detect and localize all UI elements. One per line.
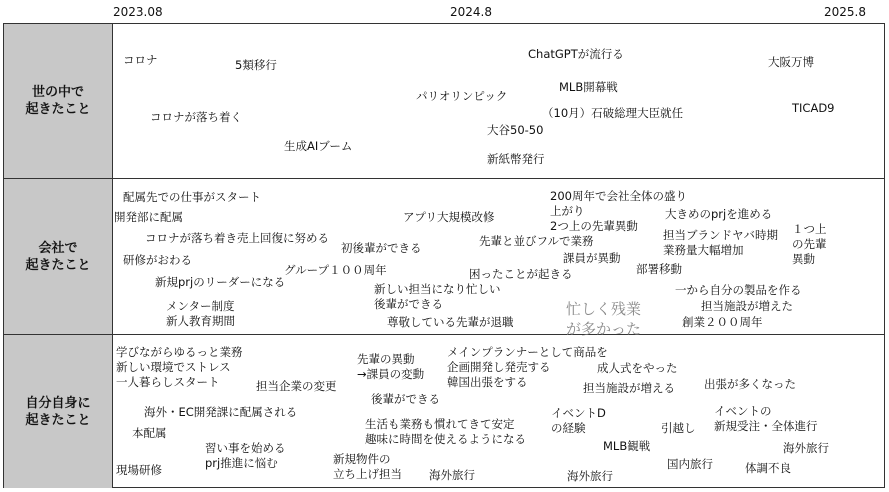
company-event: 200周年で会社全体の盛り 上がり [550, 189, 687, 218]
company-event: 新規prjのリーダーになる [155, 275, 286, 289]
timeline-mid-label: 2024.8 [450, 5, 492, 19]
timeline-start-label: 2023.08 [113, 5, 163, 19]
timeline-grid [3, 23, 885, 488]
company-event: 担当ブランドヤバ時期 業務量大幅増加 [663, 228, 778, 257]
row-header-world-label: 世の中で 起きたこと [25, 85, 91, 117]
self-event: 体調不良 [745, 461, 791, 475]
company-event: コロナが落ち着き売上回復に努める [145, 231, 329, 245]
self-event: 成人式をやった [597, 361, 678, 375]
self-event: 海外旅行 [429, 468, 475, 482]
company-event: 初後輩ができる [341, 241, 422, 255]
company-event: 研修がおわる [123, 253, 192, 267]
company-event: 部署移動 [636, 262, 682, 276]
self-event: 本配属 [132, 426, 167, 440]
self-event: イベントの 新規受注・全体進行 [714, 404, 818, 433]
row-divider [4, 334, 884, 335]
company-event: 2つ上の先輩異動 [550, 219, 638, 233]
row-divider [4, 178, 884, 179]
company-event-highlight: 忙しく残業 が多かった [566, 300, 642, 338]
company-event: 大きめのprjを進める [665, 207, 773, 221]
world-event: 新紙幣発行 [487, 152, 545, 166]
self-event: 担当企業の変更 [256, 379, 337, 393]
self-event: 後輩ができる [371, 392, 440, 406]
company-event: メンター制度 新人教育期間 [166, 299, 235, 328]
self-event: 先輩の異動 →課員の変動 [357, 352, 425, 381]
row-header-world [4, 24, 112, 178]
company-event: １つ上 の先輩 異動 [792, 222, 827, 266]
company-event: アプリ大規模改修 [403, 210, 495, 224]
company-event: 課員が異動 [563, 251, 621, 265]
self-event: 担当施設が増える [583, 381, 675, 395]
row-header-self-label: 自分自身に 起きたこと [25, 395, 91, 428]
world-event: コロナが落ち着く [150, 110, 242, 124]
self-event: 引越し [661, 421, 696, 435]
company-event: 担当施設が増えた [701, 299, 793, 313]
self-event: 新規物件の 立ち上げ担当 [333, 452, 402, 481]
world-event: MLB開幕戦 [559, 80, 618, 94]
world-event: 5類移行 [235, 58, 277, 72]
world-event: TICAD9 [792, 101, 835, 115]
self-event: メインプランナーとして商品を 企画開発し発売する 韓国出張をする [447, 345, 608, 389]
company-event: 先輩と並びフルで業務 [479, 234, 594, 248]
company-event: 創業２００周年 [682, 315, 763, 329]
company-event: 一から自分の製品を作る [675, 283, 802, 297]
self-event: 学びながらゆるっと業務 新しい環境でストレス 一人暮らしスタート [116, 345, 243, 389]
self-event: 国内旅行 [667, 457, 713, 471]
world-event: 大谷50-50 [487, 123, 544, 137]
world-event: コロナ [123, 53, 158, 67]
self-event: MLB観戦 [603, 439, 651, 453]
self-event: 生活も業務も慣れてきて安定 趣味に時間を使えるようになる [365, 417, 526, 446]
self-event: 習い事を始める prj推進に悩む [205, 441, 286, 470]
company-event: 新しい担当になり忙しい 後輩ができる [374, 282, 501, 311]
row-header-self [4, 335, 112, 488]
row-header-company-label: 会社で 起きたこと [25, 240, 91, 273]
self-event: 海外旅行 [567, 469, 613, 483]
self-event: 出張が多くなった [704, 377, 796, 391]
self-event: 海外・EC開発課に配属される [144, 405, 298, 419]
company-event: 開発部に配属 [114, 210, 183, 224]
company-event: 配属先での仕事がスタート [123, 190, 261, 204]
company-event: 困ったことが起きる [469, 267, 573, 281]
self-event: イベントD の経験 [551, 406, 606, 435]
company-event: グループ１００周年 [284, 263, 387, 277]
world-event: パリオリンピック [416, 89, 508, 103]
self-event: 現場研修 [116, 463, 162, 477]
world-event: 生成AIブーム [284, 139, 353, 153]
world-event: （10月）石破総理大臣就任 [542, 106, 684, 120]
world-event: ChatGPTが流行る [528, 47, 624, 61]
header-divider [112, 24, 113, 487]
timeline-end-label: 2025.8 [824, 5, 866, 19]
row-header-company [4, 179, 112, 334]
world-event: 大阪万博 [768, 55, 814, 69]
self-event: 海外旅行 [783, 441, 829, 455]
company-event: 尊敬している先輩が退職 [387, 315, 514, 329]
